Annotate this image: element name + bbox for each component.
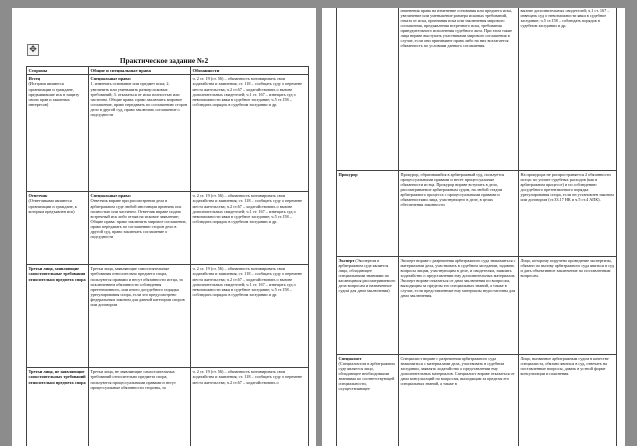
table-row <box>27 368 309 446</box>
rights-cell: изменения права на изменение основания или предмета иска, увеличение или уменьшение размера исковых требований, отказа от иска, признания иска или заключения мирового соглашения, предъявления встречного иска, требования принудительного исполнения судебного акта. При этом такие лица вправе выступать участниками мирового соглашения в случае, если они принимают права либо на них возлагается обязанность по условиям данного соглашения. <box>399 8 519 171</box>
party-cell <box>337 8 399 171</box>
rights-cell <box>89 192 191 265</box>
rights-cell: Третьи лица, заявляющие самостоятельные требования относительно предмета спора, пользуются правами и несут обязанности истца, за исключением обязанности соблюдения претензионного, или иного досудебного порядка урегулирования спора, если это предусмотрено федеральным законом для данной категории споров или договором <box>89 265 191 368</box>
duties-cell: Лицо, вызванное арбитражным судом в качестве специалиста, обязано явиться в суд, отвечать на поставленные вопросы, давать в устной форме консультации и пояснения. <box>519 355 617 446</box>
duties-cell: Лицо, которому поручено проведение экспертизы, обязано по вызову арбитражного суда явиться в суд и дать объективное заключение по поставленным вопросам. <box>519 257 617 355</box>
party-description: (Специалистом в арбитражном суде является лицо, обладающее необходимыми знаниями по соответствующей специальности, осуществляющее <box>338 361 395 392</box>
rights-duties-table-continued <box>336 8 617 446</box>
party-cell <box>27 75 89 192</box>
header-rights: Общие и специальные права <box>89 67 191 75</box>
party-cell <box>337 355 399 446</box>
rights-heading: Специальные права: <box>90 76 132 82</box>
party-cell <box>337 257 399 355</box>
table-row <box>337 355 617 446</box>
rights-cell <box>89 75 191 192</box>
duties-cell: ч. 2 ст. 19 (ст. 56) – обязанность мотивировать свои ходатайства и заявления; ст. 118 – сообщать суду о перемене места жительства; ч.2 ст.67 – ходатайствовать о <box>191 368 309 446</box>
party-cell <box>27 192 89 265</box>
table-row <box>27 192 309 265</box>
party-description: (Экспертом в арбитражном суде является лицо, обладающее специальными знаниями по касающимся рассматриваемого дела вопросам и назначенное судом для дачи заключения) <box>338 258 396 294</box>
party-name: Прокурор <box>338 172 358 177</box>
party-description: (Ответчиками являются организации и граждане, к которым предъявлен иск) <box>28 198 77 214</box>
rights-cell: Специалист вправе с разрешения арбитражного суда знакомиться с материалами дела, участвовать в судебном заседании, заявлять ходатайство о представлении ему дополнительных материалов. Специалист вправе отказаться от дачи консультаций по вопросам, выходящим за пределы его специальных знаний, а также в <box>399 355 519 446</box>
table-move-handle-icon[interactable]: ✥ <box>27 44 39 56</box>
party-name: Третьи лица, заявляющие самостоятельные требования относительно предмета спора <box>28 266 86 282</box>
party-cell <box>337 171 399 257</box>
party-cell <box>27 368 89 446</box>
party-description: (Истцами являются организации и граждане, предъявившие иск в защиту своих прав и законных интересов) <box>28 81 80 107</box>
party-name: Третьи лица, не заявляющие самостоятельных требований относительно предмета спора <box>28 369 86 385</box>
party-name: Ответчик <box>28 193 48 199</box>
duties-cell: ч. 2 ст. 19 (ст. 56) – обязанность мотивировать свои ходатайства и заявления; ст. 118 – сообщать суду о перемене места жительства; ч.2 ст.67 – ходатайствовать о вызове дополнительных свидетелей; ч.1 ст. 167 – извещать суд о невозможности явки в судебное заседание; ч.5 ст.158 – соблюдать порядок в судебном заседании и др. <box>191 192 309 265</box>
table-header-row <box>27 67 309 75</box>
table-row <box>337 8 617 171</box>
table-row <box>337 171 617 257</box>
header-parties: Стороны <box>27 67 89 75</box>
party-name: Специалист <box>338 356 362 361</box>
duties-cell: На прокурора не распространяется 2 обязанности истца: по уплате судебных расходов (как в арбитражном процессе) и по соблюдению досудебного претензионного порядка урегулирования спора, если он установлен законом или договором (ст.33.17 НК и ч.5 ст.4 АПК). <box>519 171 617 257</box>
table-row <box>27 265 309 368</box>
table-row <box>27 75 309 192</box>
document-title: Практическое задание №2 <box>119 56 209 65</box>
duties-cell: ч. 2 ст. 19 (ст. 56) – обязанность мотивировать свои ходатайства и заявления; ст. 118 – сообщать суду о перемене места жительства; ч.2 ст.67 – ходатайствовать о вызове дополнительных свидетелей; ч.1 ст. 167 – извещать суд о невозможности явки в судебное заседание; ч.5 ст.158 – соблюдать порядок в судебном заседании и др. <box>191 75 309 192</box>
document-page-2 <box>322 8 625 446</box>
party-cell <box>27 265 89 368</box>
rights-cell: Эксперт вправе с разрешения арбитражного суда знакомиться с материалами дела, участвовать в судебном заседании, задавать вопросы лицам, участвующим в деле, и свидетелям, заявлять ходатайство о представлении ему дополнительных материалов. Эксперт вправе отказаться от дачи заключения по вопросам, выходящим за пределы его специальных знаний, а также в случае, если представленные ему материалы недостаточны для дачи заключения. <box>399 257 519 355</box>
party-name: Истец <box>28 76 41 82</box>
rights-text: Ответчик вправе при рассмотрении дела в арбитражном суде любой инстанции признать иск полностью или частично. Ответчик вправе подать встречный иск либо отзыв на исковое заявление; Общие права: право заключить мировое соглашение, право передавать по соглашению сторон дело в другой суд, право заключать соглашение о подсудности <box>90 198 187 239</box>
rights-duties-table <box>26 66 309 446</box>
rights-cell: Прокурор, обратившийся в арбитражный суд, пользуется процессуальными правами и несет процессуальные обязанности истца. Прокурор вправе вступить в дело, рассматриваемое арбитражным судом, на любой стадии арбитражного процесса с процессуальными правами и обязанностями лица, участвующего в деле, в целях обеспечения законности <box>399 171 519 257</box>
document-page-1 <box>12 8 316 446</box>
rights-text: 1. изменить основание или предмет иска; 2. увеличить или уменьшить размер исковых требований; 3. отказаться от иска полностью или частично. Общие права: право заключить мировое соглашение, право передавать по соглашению сторон дело в другой суд, право заключать соглашение о подсудности <box>90 81 188 117</box>
header-duties: Обязанности <box>191 67 309 75</box>
duties-cell: вызове дополнительных свидетелей; ч.1 ст. 167 – извещать суд о невозможности явки в судебное заседание; ч.5 ст.158 – соблюдать порядок в судебном заседании и др. <box>519 8 617 171</box>
party-name: Эксперт <box>338 258 355 263</box>
duties-cell: ч. 2 ст. 19 (ст. 56) – обязанность мотивировать свои ходатайства и заявления; ст. 118 – сообщать суду о перемене места жительства; ч.2 ст.67 – ходатайствовать о вызове дополнительных свидетелей; ч.1 ст. 167 – извещать суд о невозможности явки в судебное заседание; ч.5 ст.158 – соблюдать порядок в судебном заседании и др. <box>191 265 309 368</box>
rights-cell: Третьи лица, не заявляющие самостоятельных требований относительно предмета спора, пользуются процессуальными правами и несут процессуальные обязанности стороны, за <box>89 368 191 446</box>
table-row <box>337 257 617 355</box>
rights-heading: Специальные права: <box>90 193 132 199</box>
